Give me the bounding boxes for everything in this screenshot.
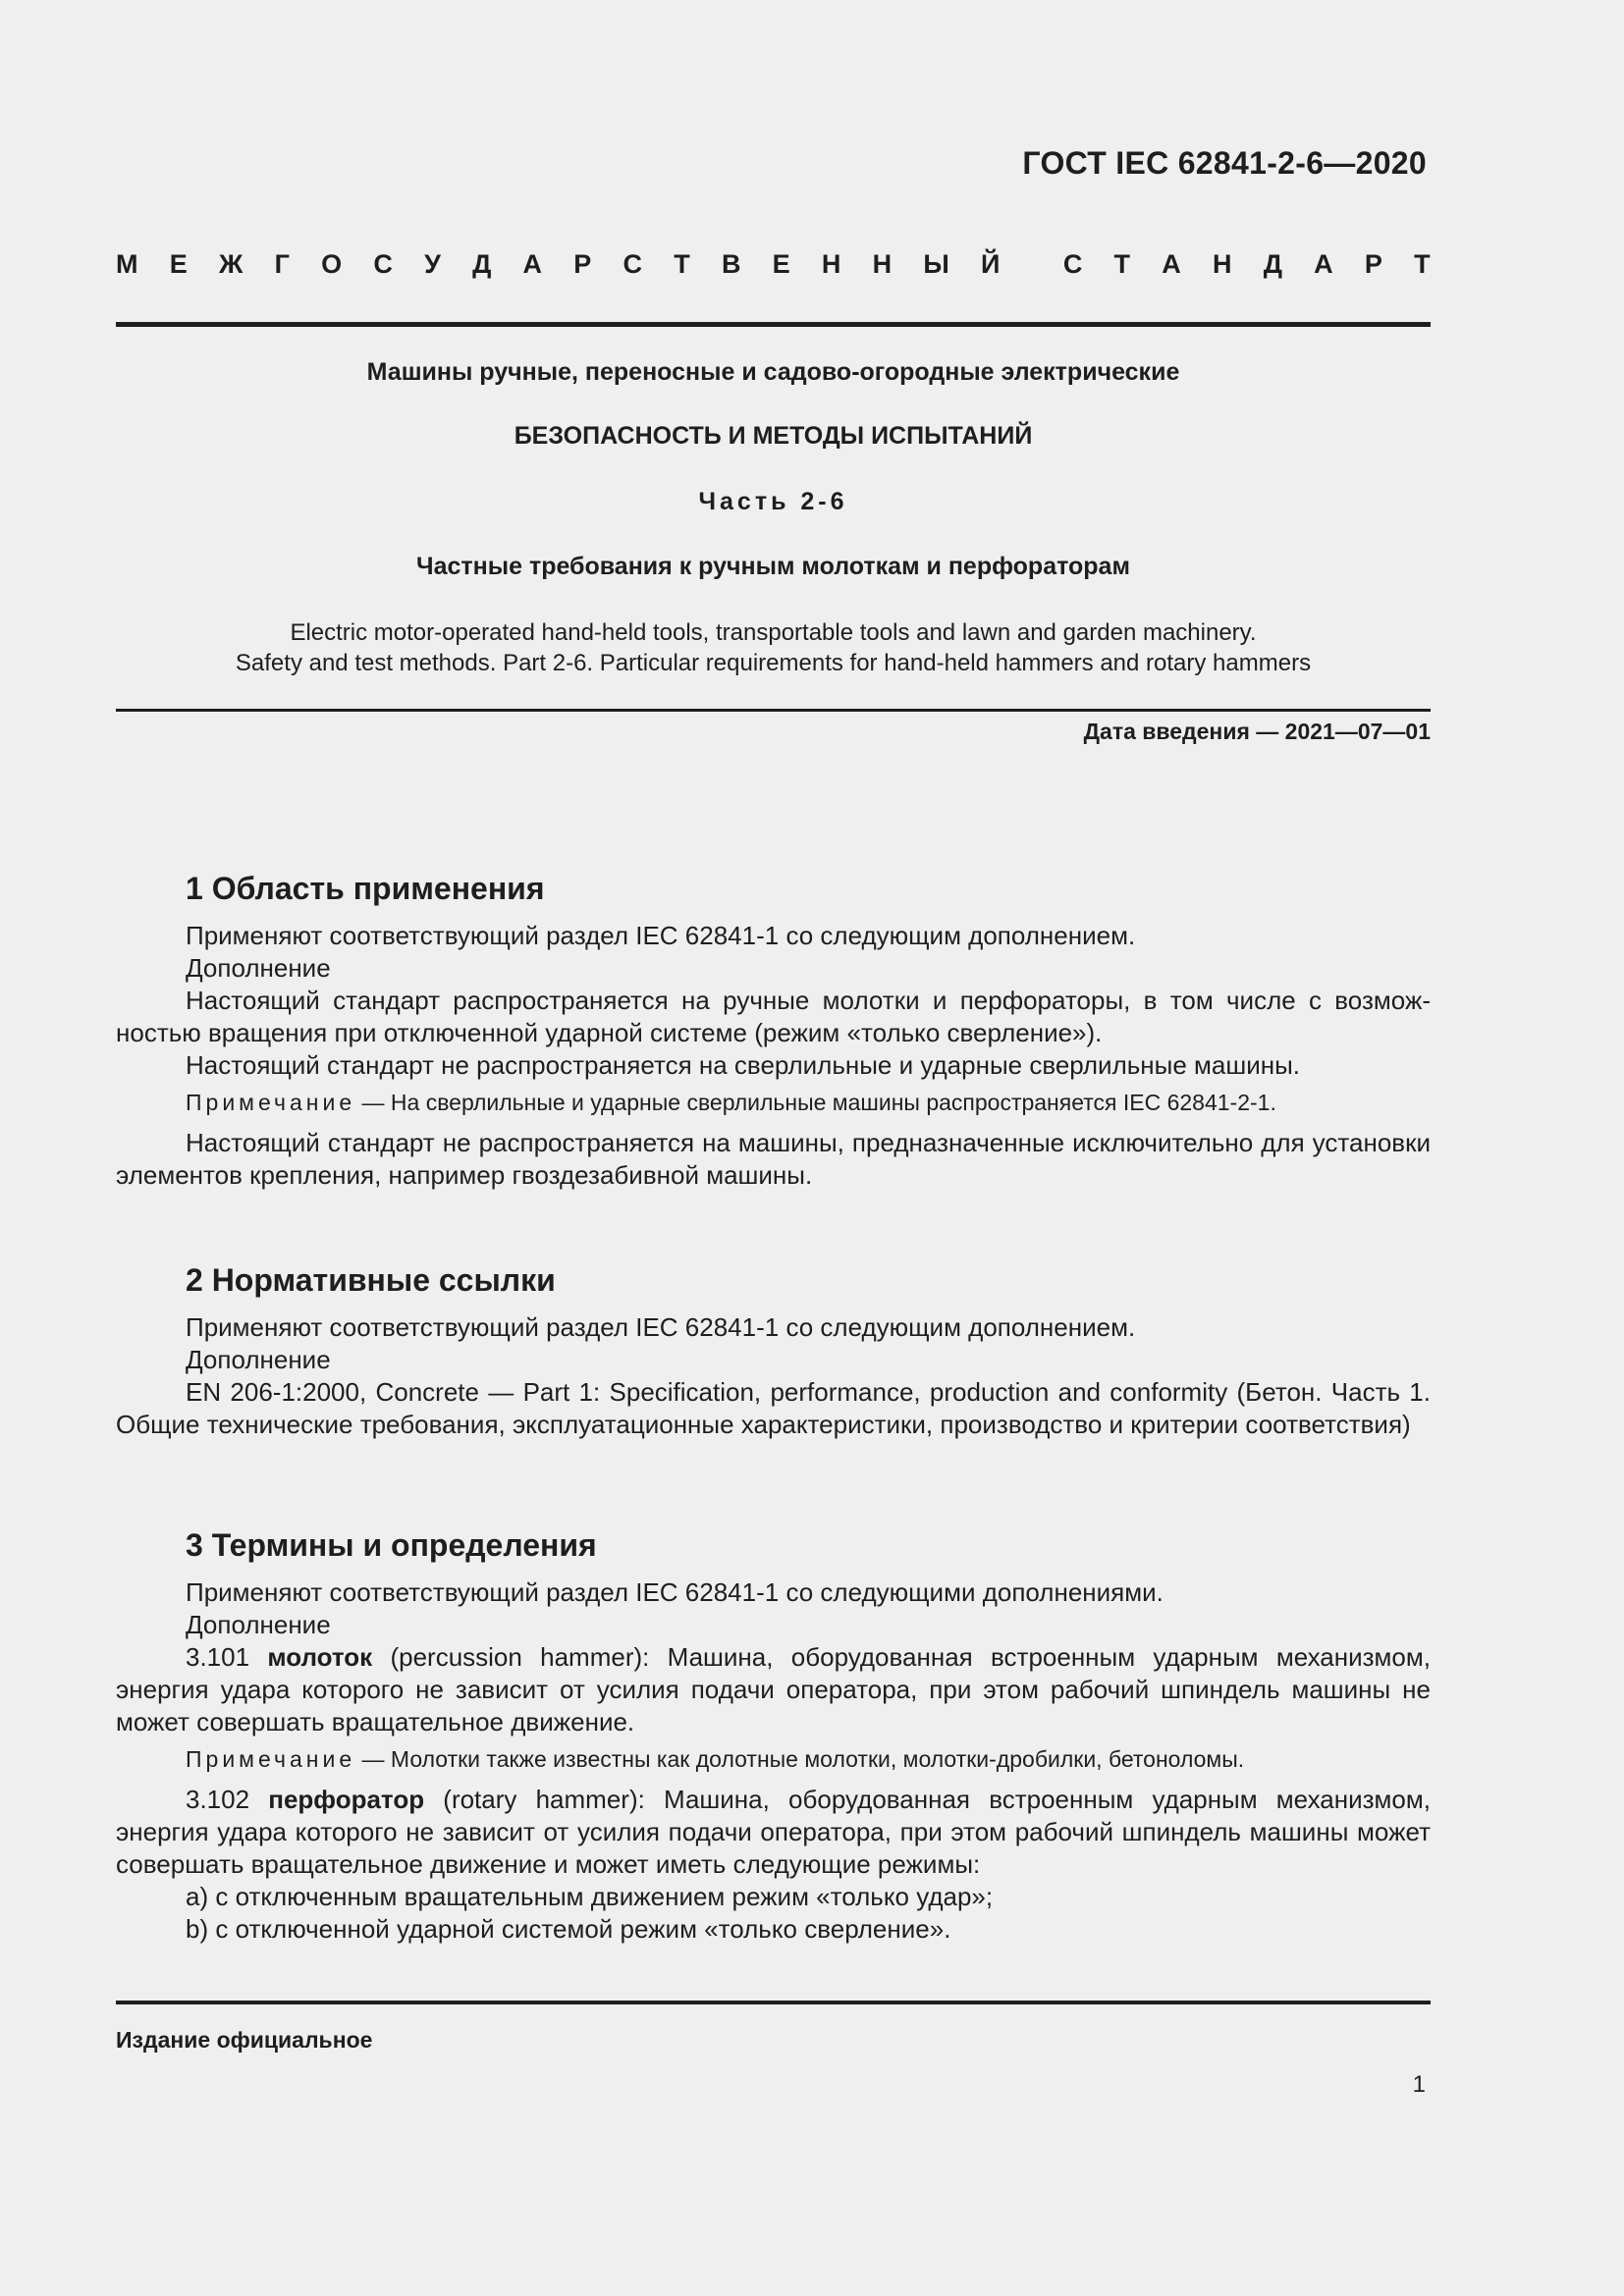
- banner-letter: Д: [1263, 249, 1282, 279]
- section-2-heading: 2 Нормативные ссылки: [186, 1262, 556, 1298]
- section-3-heading: 3 Термины и определения: [186, 1527, 597, 1563]
- section-1-p4: Настоящий стандарт не распространяется на сверлильные и ударные сверлильные машины.: [186, 1050, 1300, 1080]
- section-1-p1: Применяют соответствующий раздел IEC 62841-1 со следующим дополнением.: [186, 921, 1136, 950]
- edition-label: Издание официальное: [116, 2027, 373, 2053]
- section-2-p3: EN 206-1:2000, Concrete — Part 1: Specification, performance, production and conformity (Бетон. Часть 1. Общие технические требования, эксплуатационные характеристики, производство и критерии соответствия): [116, 1377, 1431, 1439]
- note-text: — На сверлильные и ударные сверлильные машины распространяется IEC 62841-2-1.: [355, 1090, 1276, 1115]
- section-1-p2: Дополнение: [186, 953, 331, 983]
- definition-text: (rotary hammer): Машина, оборудованная встроенным ударным механизмом, энергия удара которого не зависит от усилия подачи оператора, при этом рабочий шпиндель машины может совершать вращательное движение и может иметь следующие режимы:: [116, 1785, 1431, 1879]
- banner-letter: Ы: [923, 249, 949, 279]
- note-text: — Молотки также известны как долотные молотки, молотки-дробилки, бетоноломы.: [355, 1746, 1245, 1772]
- banner-letter: Т: [1414, 249, 1431, 279]
- mode-item-a: a) с отключенным вращательным движением режим «только удар»;: [186, 1882, 994, 1911]
- banner-letter: Е: [169, 249, 188, 279]
- english-title: [116, 617, 1431, 678]
- banner-letter: О: [321, 249, 343, 279]
- mode-item-b: b) с отключенной ударной системой режим «только сверление».: [186, 1914, 951, 1944]
- title-line-2: БЕЗОПАСНОСТЬ И МЕТОДЫ ИСПЫТАНИЙ: [514, 422, 1033, 450]
- document-number: ГОСТ IEC 62841-2-6—2020: [1022, 145, 1427, 181]
- section-1-p5: Настоящий стандарт не распространяется на машины, предназначенные исключительно для установки элементов крепления, например гвоздезабивной машины.: [116, 1128, 1431, 1190]
- definition-3-102: [116, 1784, 1431, 1881]
- banner-letter: М: [116, 249, 138, 279]
- banner-letter: Т: [674, 249, 690, 279]
- banner-letter: Р: [1364, 249, 1382, 279]
- banner-letter: Д: [472, 249, 492, 279]
- banner-letter: Н: [872, 249, 893, 279]
- definition-number: 3.101: [186, 1642, 268, 1672]
- banner-letter: А: [1162, 249, 1181, 279]
- title-part: Часть 2-6: [698, 488, 848, 515]
- banner-letter: Т: [1113, 249, 1131, 279]
- header-rule: [116, 322, 1431, 327]
- banner-letter: Р: [573, 249, 592, 279]
- banner-letter: В: [721, 249, 741, 279]
- section-1-p3: Настоящий стандарт распространяется на ручные молотки и перфораторы, в том числе с возмож-ностью вращения при отключенной ударной системе (режим «только сверление»).: [116, 986, 1431, 1047]
- definition-term: перфоратор: [268, 1785, 425, 1814]
- section-2: [116, 1260, 1431, 1441]
- section-2-p2: Дополнение: [186, 1345, 331, 1374]
- section-1-heading: 1 Область применения: [186, 871, 545, 906]
- section-3-p2: Дополнение: [186, 1610, 331, 1639]
- page-number: 1: [1412, 2071, 1426, 2098]
- banner-letter: С: [623, 249, 642, 279]
- banner-letter: Г: [274, 249, 290, 279]
- section-1: [116, 869, 1431, 1192]
- footer-rule: [116, 2001, 1431, 2004]
- banner-letter: Н: [821, 249, 841, 279]
- banner-letter: У: [424, 249, 441, 279]
- definition-term: молоток: [267, 1642, 373, 1672]
- section-3-p1: Применяют соответствующий раздел IEC 62841-1 со следующими дополнениями.: [186, 1577, 1164, 1607]
- definition-3-101: [116, 1641, 1431, 1738]
- banner-letter: Ж: [218, 249, 244, 279]
- banner-letter: Й: [980, 249, 1001, 279]
- banner-letter: С: [373, 249, 393, 279]
- standard-banner: [116, 249, 1431, 280]
- section-1-note: [116, 1088, 1431, 1117]
- section-2-p1: Применяют соответствующий раздел IEC 62841-1 со следующим дополнением.: [186, 1312, 1136, 1342]
- definition-number: 3.102: [186, 1785, 269, 1814]
- section-3: [116, 1525, 1431, 1946]
- introduction-date: Дата введения — 2021—07—01: [1083, 719, 1431, 744]
- banner-letter: Н: [1212, 249, 1232, 279]
- english-title-line-2: Safety and test methods. Part 2-6. Particular requirements for hand-held hammers and rotary hammers: [235, 650, 1312, 676]
- banner-letter: Е: [772, 249, 790, 279]
- title-line-4: Частные требования к ручным молоткам и перфораторам: [416, 553, 1130, 580]
- banner-letter: А: [1314, 249, 1333, 279]
- title-line-1: Машины ручные, переносные и садово-огородные электрические: [366, 358, 1180, 386]
- note-label: Примечание: [186, 1090, 356, 1115]
- definition-text: (percussion hammer): Машина, оборудованная встроенным ударным механизмом, энергия удара которого не зависит от усилия подачи оператора, при этом рабочий шпиндель машины не может совершать вращательное движение.: [116, 1642, 1431, 1736]
- note-label: Примечание: [186, 1746, 356, 1772]
- english-title-line-1: Electric motor-operated hand-held tools, transportable tools and lawn and garden machinery.: [290, 619, 1257, 646]
- title-rule: [116, 709, 1431, 712]
- banner-letter: С: [1062, 249, 1083, 279]
- section-3-note: [116, 1744, 1431, 1774]
- banner-letter: А: [522, 249, 543, 279]
